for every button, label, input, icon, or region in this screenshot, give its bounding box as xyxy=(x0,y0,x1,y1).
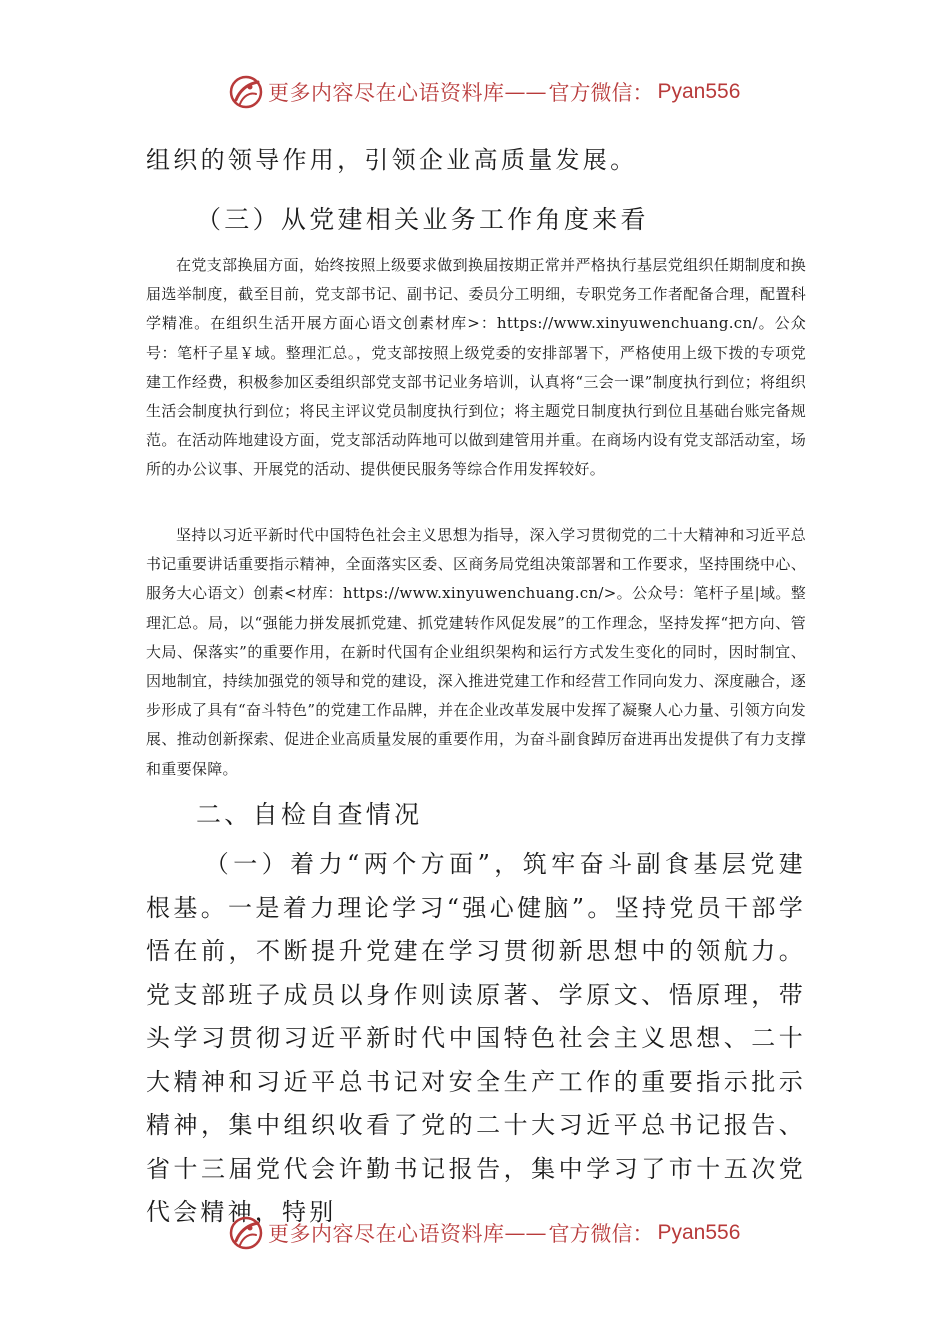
section-three-heading: （三）从党建相关业务工作角度来看 xyxy=(196,205,649,234)
brand-logo-icon xyxy=(228,74,264,110)
paragraph-guiding-thought: 坚持以习近平新时代中国特色社会主义思想为指导，深入学习贯彻党的二十大精神和习近平总书记重要讲话重要指示精神，全面落实区委、区商务局党组决策部署和工作要求，坚持围绕中心、服务大心语文）创素<材库：https://www.xinyuwenchuang.cn/>。公众号：笔杆子星|域。整理汇总。局，以“强能力拼发展抓党建、抓党建转作风促发展”的工作理念，坚持发挥“把方向、管大局、保落实”的重要作用，在新时代国有企业组织架构和运行方式发生变化的同时，因时制宜、因地制宜，持续加强党的领导和党的建设，深入推进党建工作和经营工作同向发力、深度融合，逐步形成了具有“奋斗特色”的党建工作品牌，并在企业改革发展中发挥了凝聚人心力量、引领方向发展、推动创新探索、促进企业高质量发展的重要作用，为奋斗副食踔厉奋进再出发提供了有力支撑和重要保障。 xyxy=(146,526,806,778)
header-banner xyxy=(228,72,740,112)
banner-wechat-label: 官方微信： xyxy=(548,81,654,105)
banner-text: 更多内容尽在心语资料库 xyxy=(268,81,505,105)
banner-dash: —— xyxy=(504,80,547,104)
banner-wechat-label: 官方微信： xyxy=(548,1222,654,1246)
brand-logo-icon xyxy=(228,1215,264,1251)
banner-dash: —— xyxy=(504,1221,547,1245)
banner-wechat-id: Pyan556 xyxy=(657,80,741,103)
footer-banner xyxy=(228,1213,740,1253)
paragraph-party-branch: 在党支部换届方面，始终按照上级要求做到换届按期正常并严格执行基层党组织任期制度和换届选举制度，截至目前，党支部书记、副书记、委员分工明细，专职党务工作者配备合理，配置科学精准。在组织生活开展方面心语文创素材库>：https://www.xinyuwenchuang.cn/。公众号：笔杆子星￥域。整理汇总。，党支部按照上级党委的安排部署下，严格使用上级下拨的专项党建工作经费，积极参加区委组织部党支部书记业务培训，认真将“三会一课”制度执行到位；将组织生活会制度执行到位；将民主评议党员制度执行到位；将主题党日制度执行到位且基础台账完备规范。在活动阵地建设方面，党支部活动阵地可以做到建管用并重。在商场内设有党支部活动室，场所的办公议事、开展党的活动、提供便民服务等综合作用发挥较好。 xyxy=(146,256,806,479)
paragraph-self-inspection: （一）着力“两个方面”，筑牢奋斗副食基层党建根基。一是着力理论学习“强心健脑”。坚持党员干部学悟在前，不断提升党建在学习贯彻新思想中的领航力。党支部班子成员以身作则读原著、学原文、悟原理，带头学习贯彻习近平新时代中国特色社会主义思想、二十大精神和习近平总书记对安全生产工作的重要指示批示精神，集中组织收看了党的二十大习近平总书记报告、省十三届党代会许勤书记报告，集中学习了市十五次党代会精神，特别 xyxy=(146,850,806,1226)
section-two-heading: 二、自检自查情况 xyxy=(196,800,423,829)
banner-wechat-id: Pyan556 xyxy=(657,1221,741,1244)
continuation-line: 组织的领导作用，引领企业高质量发展。 xyxy=(146,146,638,174)
banner-text: 更多内容尽在心语资料库 xyxy=(268,1222,505,1246)
